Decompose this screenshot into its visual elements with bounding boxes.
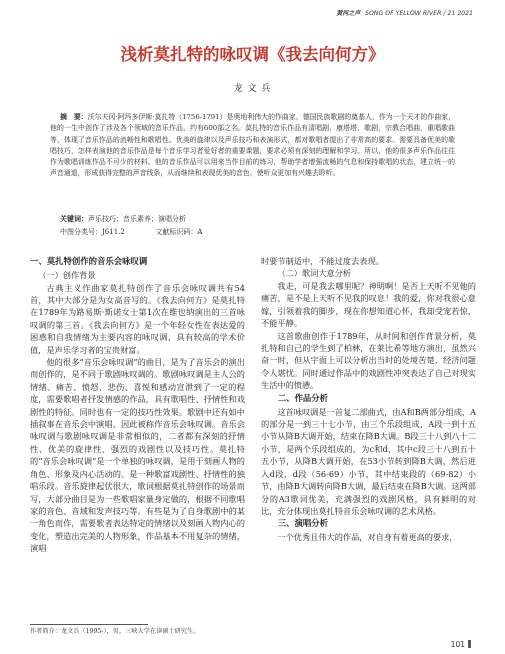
body-paragraph: 古典主义作曲家莫扎特创作了音乐会咏叹调共有54首，其中大部分是为女高音写的。《我去向何方》是莫扎特在1789年为路易斯·斯诺女士第1次在维也纳演出的三首咏叹调的第三首。《我去向何方》是一个年轻女性在表达爱的困惑和自我情绪为主要内容的咏叹调，具有较高的学术价值，是声乐学习者的宝贵财富。 <box>30 282 245 355</box>
body-paragraph-continued: 时要节制适中，不能过度去表现。 <box>261 256 384 266</box>
section-heading: 三、演唱分析 <box>277 518 329 529</box>
abstract-text: 沃尔夫冈·阿玛多伊斯·莫扎特（1756-1791）是奥地利伟大的作曲家，德国民族歌剧的奠基人，作为一个天才的作曲家，他的一生中创作了涉及各个领域的音乐作品，约有600部之名。莫扎特的音乐作品有清唱剧、康塔塔、歌剧，宗教合唱曲，重唱歌曲等，体现了音乐作品的流畅性和歌唱性。优美的旋律以及声乐技巧和表演形式，都对歌唱者提出了非常高的要求。需要具备优美的歌唱技巧，怎样表演他的音乐作品是每个音乐学习者爱好者的重要课题，要求必须有深刻的理解和学习。所以，他的很多声乐作品往往作为歌唱训练作品不可少的材料。他的音乐作品可以用来当作目前的练习，帮助学者增强流畅的气息和保持歌唱的状态，建立统一的声音通道，形成获得完整的声音线条，从而继续和表现优美的音色，使听众更加有兴趣去聆听。 <box>50 113 456 178</box>
doc-code: A <box>197 228 203 236</box>
clc-code: J611.2 <box>102 228 125 236</box>
body-paragraph: 这首咏叹调是一首复二部曲式，由A和B两部分组成，A的部分是一到三十七小节，由三个乐段组成，A段一到十五小节从降B大调开始，结束在降B大调。B段三十八到八十二小节，是两个乐段组成的，为c和d，其中c段三十八到五十五小节，从降B大调开始，在53小节转到降B大调，然后进入d段，d段（56-69）小节，其中结束段的（69-82）小节，由降B大调转向降B大调，最后结束在降B大调。这两部分的A3歌词优美，充满强烈的戏剧风格，具有鲜明的对比，充分体现出莫扎特音乐会咏叹调的艺术风格。 <box>261 406 476 516</box>
journal-name-cn: 黄河之声 <box>336 10 361 17</box>
keywords-text: 声乐技巧；音乐素养；演唱分析 <box>88 215 186 223</box>
subsection-heading: （一）创作背景 <box>38 270 96 280</box>
body-paragraph: 这首歌曲创作于1789年，从时间和创作背景分析，莫扎特和自己的学生到了柏林，在莱比希等地方演出，虽然兴奋一时，但从字面上可以分析出当时的处境苦楚，经济问题令人堪忧。同时通过作品中的戏剧性冲突表达了自己对现实生活中的愤懑。 <box>261 330 476 391</box>
clc-label: 中图分类号： <box>60 228 102 236</box>
keywords-label: 关键词： <box>60 215 88 223</box>
body-paragraph: 我走，可是我去哪里呢？神明啊！是否上天听不见他的痛苦，是不是上天听不见我的叹息！我的爱，你对我很心意嫁，引领着我的脚步，现在你想知道心怀，我却受宠若惊，不能平静。 <box>261 281 476 329</box>
article-title: 浅析莫扎特的咏叹调《我去向何方》 <box>120 45 385 64</box>
body-paragraph: 一个优秀且伟大的作品，对自身有着更高的要求， <box>277 532 458 543</box>
classification-line <box>60 227 455 238</box>
footnote-divider <box>30 624 148 625</box>
right-column <box>261 255 476 544</box>
keywords <box>60 214 455 225</box>
page-number-text: 101 <box>450 640 465 649</box>
abstract-label: 摘 要： <box>60 113 88 121</box>
author-footnote: 作者简介：龙文兵（1995-），男，三峡大学在读硕士研究生。 <box>30 628 200 635</box>
body-paragraph: 他的很多“音乐会咏叹调”的曲目，是为了音乐会的演出而创作的，是不同于歌剧咏叹调的。歌剧咏叹调是主人公的情绪、痛苦、愤怒、悲伤、喜悦和感动宣泄到了一定的程度，需要歌唱者抒发情感的作品，具有歌唱性、抒情性和戏剧性的特征。同时也有一定的技巧性效果。歌剧中还有如中插叙事在音乐会中演唱，因此被称作音乐会咏叹调。音乐会咏叹调与歌剧咏叹调是非常相似的，二者都有深刻的抒情性、优美的旋律性、强烈的戏剧性以及技巧性。莫扎特的“音乐会咏叹调”是一个单独的咏叹调，是用于刻画人物的角色、形象及内心活动的。是一种歌富戏剧性、抒情性的独唱乐段。音乐旋律起伏很大，歌词根据莫扎特创作的场景而写，大部分曲目是为一些歌唱家量身定做的，根据不同歌唱家的音色、音域和发声技巧等。有些是为了自身歌剧中的某一角色而作，需要歌者表达特定的情绪以及刻画人物内心的变化，塑造出完美的人物形象，作品基本不用复杂的情绪，演唱 <box>30 357 245 554</box>
section-heading: 二、作品分析 <box>277 392 329 403</box>
subsection-heading: （二）歌词大意分析 <box>277 268 352 279</box>
running-header <box>336 10 473 18</box>
left-column <box>30 255 245 555</box>
doc-code-label: 文献标识码： <box>155 228 198 236</box>
page-number <box>451 640 471 650</box>
page-marker-bar <box>468 640 471 648</box>
abstract <box>50 112 455 180</box>
article-author: 龙 文 兵 <box>233 84 272 94</box>
journal-name-en: SONG OF YELLOW RIVER / 21 2021 <box>365 10 473 17</box>
section-heading: 一、莫扎特创作的音乐会咏叹调 <box>30 256 148 266</box>
